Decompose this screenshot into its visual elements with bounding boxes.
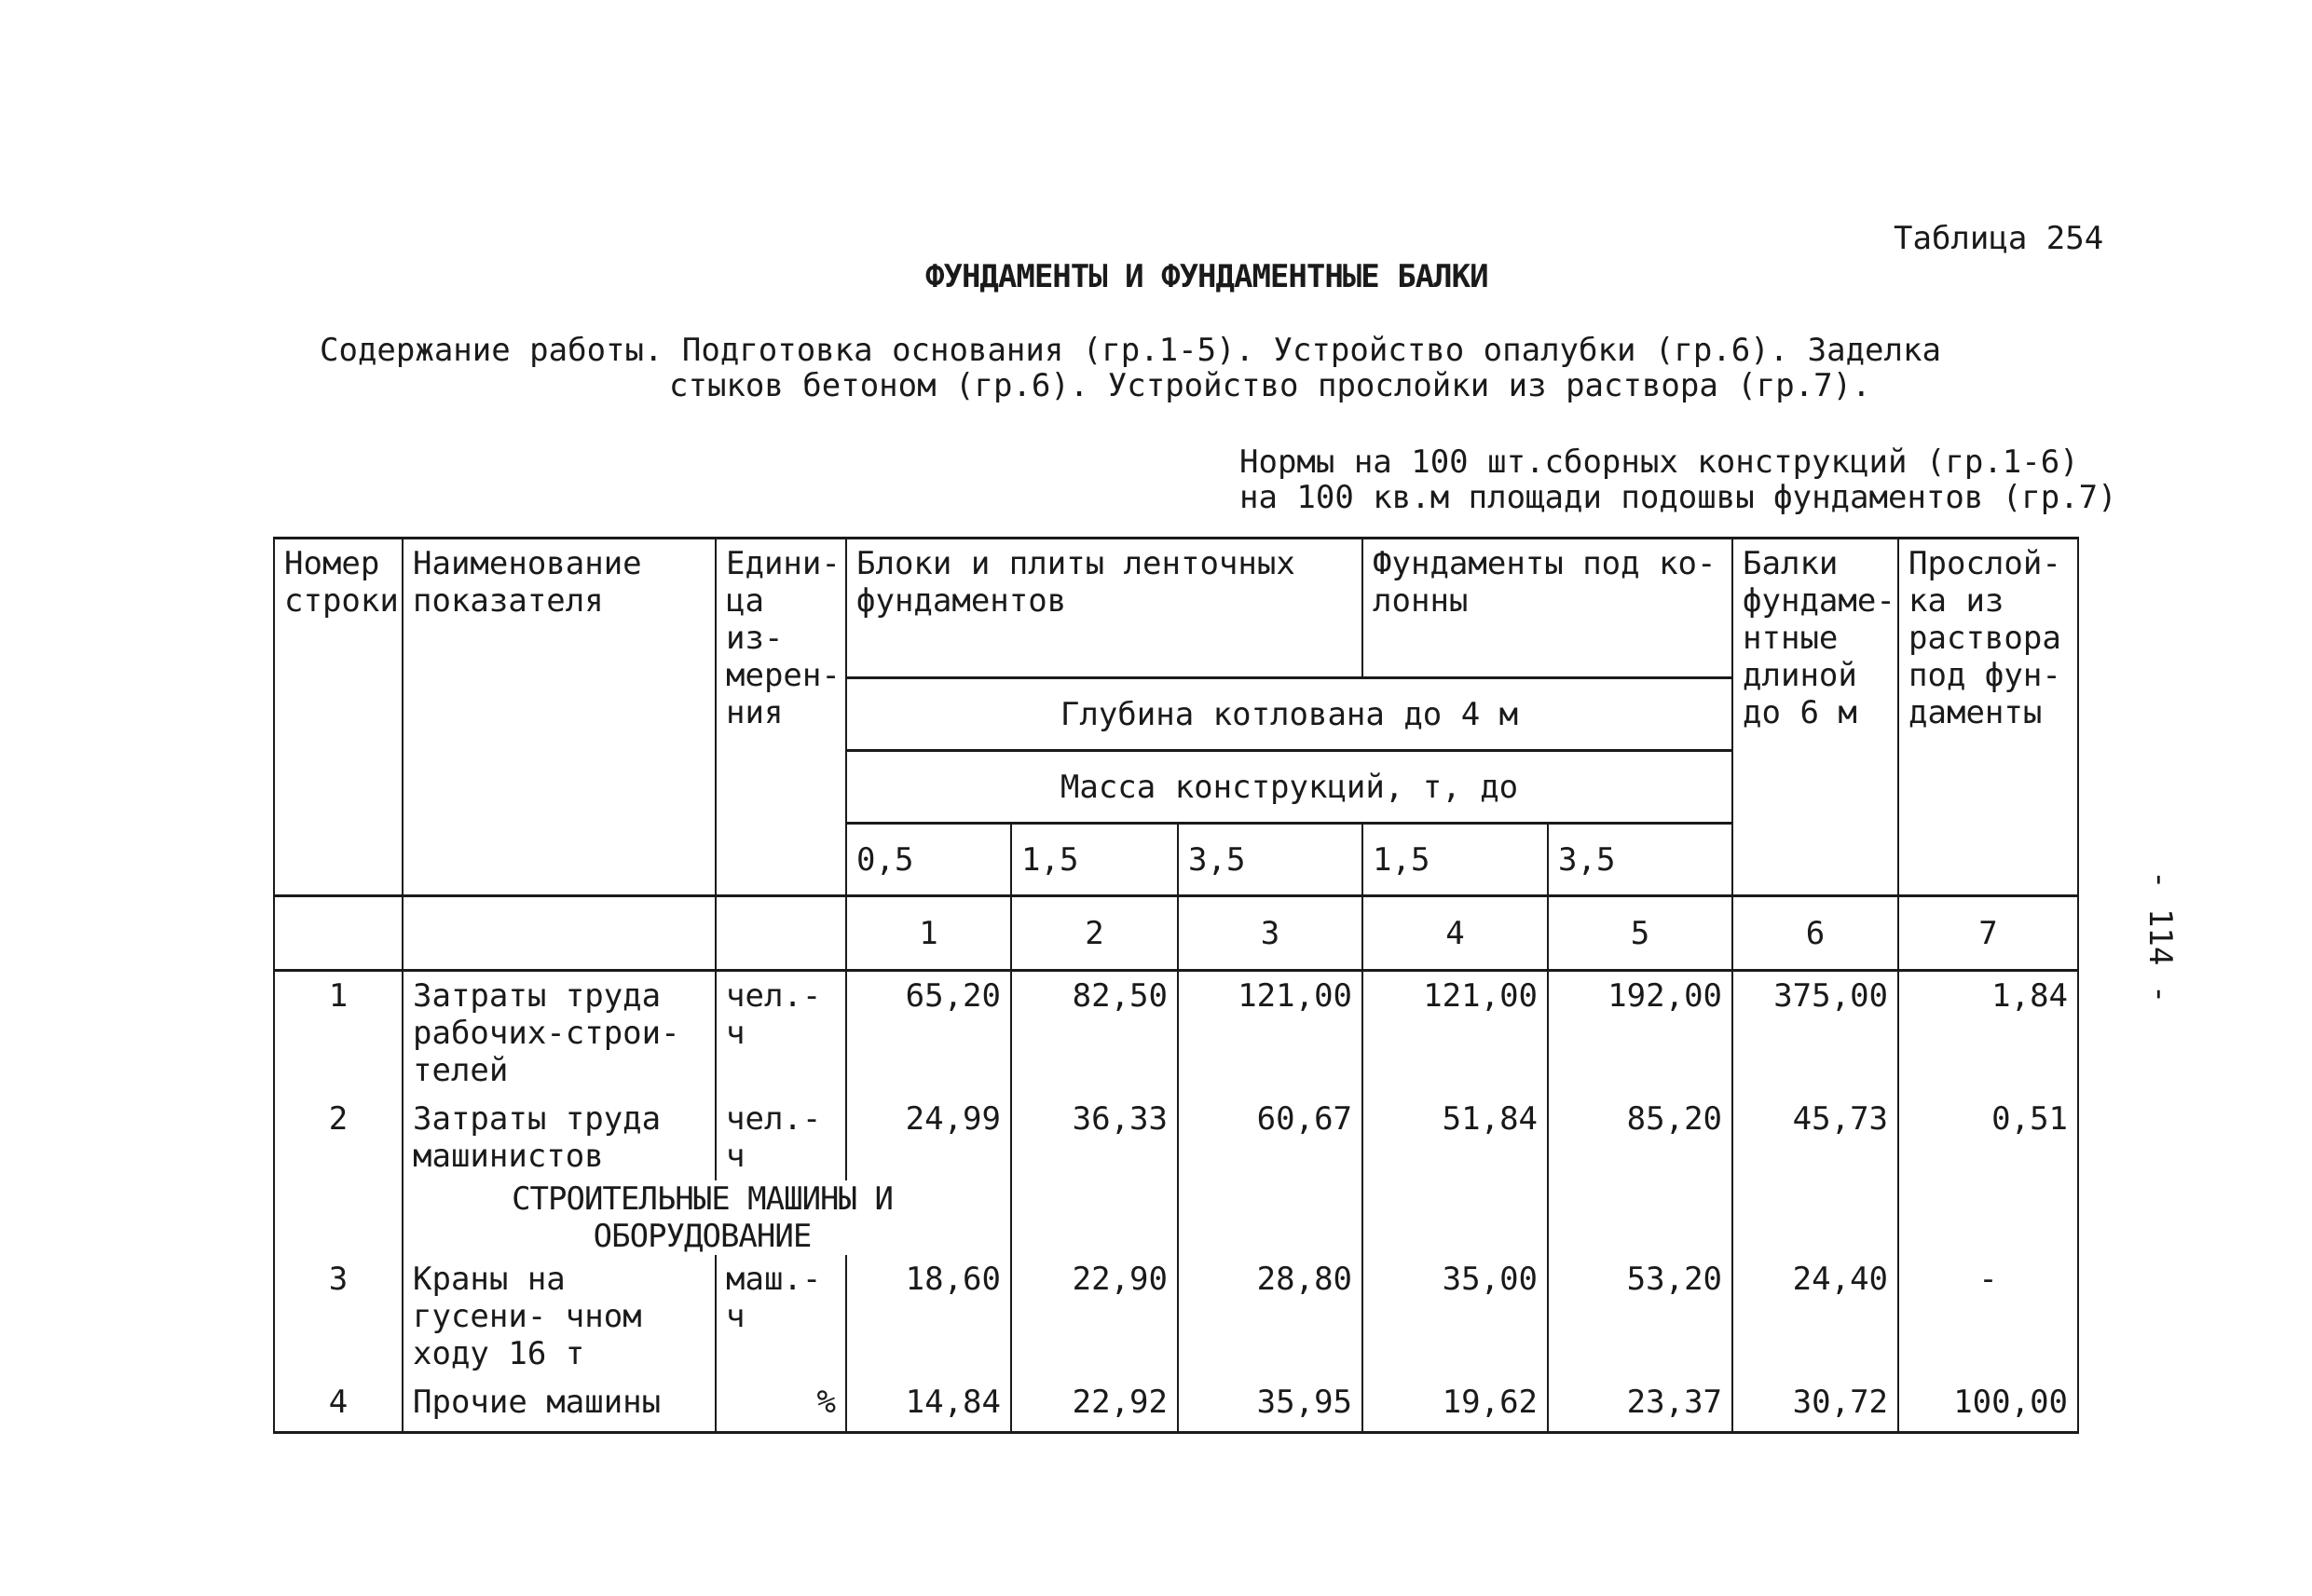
- row-value: 121,00: [1178, 971, 1362, 1096]
- row-value: 24,99: [846, 1095, 1011, 1180]
- row-value: 24,40: [1732, 1255, 1898, 1378]
- row-value: 30,72: [1732, 1378, 1898, 1432]
- row-unit: маш.-ч: [716, 1255, 846, 1378]
- row-number: 1: [274, 971, 403, 1096]
- header-beams: Балки фундаме- нтные длиной до 6 м: [1732, 539, 1898, 896]
- row-name: Затраты труда рабочих-строи- телей: [403, 971, 716, 1096]
- row-value: 0,51: [1898, 1095, 2078, 1180]
- header-foundations: Фундаменты под ко- лонны: [1362, 539, 1732, 678]
- row-value: 60,67: [1178, 1095, 1362, 1180]
- header-layer: Прослой- ка из раствора под фун- даменты: [1898, 539, 2078, 896]
- row-value: 22,92: [1011, 1378, 1178, 1432]
- row-value: 18,60: [846, 1255, 1011, 1378]
- mass-value: 0,5: [846, 824, 1011, 896]
- row-number: 4: [274, 1378, 403, 1432]
- col-number: 3: [1178, 896, 1362, 971]
- row-value: -: [1898, 1255, 2078, 1378]
- col-number: 5: [1548, 896, 1732, 971]
- row-value: 22,90: [1011, 1255, 1178, 1378]
- row-unit: чел.-ч: [716, 971, 846, 1096]
- col-number: 6: [1732, 896, 1898, 971]
- table-row: [274, 1255, 2078, 1378]
- page-number: - 114 -: [2141, 870, 2179, 1004]
- table-row: [274, 1095, 2078, 1180]
- row-value: 36,33: [1011, 1095, 1178, 1180]
- row-value: 35,00: [1362, 1255, 1548, 1378]
- mass-value: 1,5: [1011, 824, 1178, 896]
- row-unit: чел.-ч: [716, 1095, 846, 1180]
- row-unit: %: [716, 1378, 846, 1432]
- row-name: Прочие машины: [403, 1378, 716, 1432]
- col-number: 7: [1898, 896, 2078, 971]
- row-value: 51,84: [1362, 1095, 1548, 1180]
- header-row-no: Номер строки: [274, 539, 403, 896]
- row-name: Краны на гусени- чном ходу 16 т: [403, 1255, 716, 1378]
- row-value: 192,00: [1548, 971, 1732, 1096]
- row-value: 375,00: [1732, 971, 1898, 1096]
- mass-value: 1,5: [1362, 824, 1548, 896]
- row-value: 14,84: [846, 1378, 1011, 1432]
- row-number: 2: [274, 1095, 403, 1180]
- header-indicator: Наименование показателя: [403, 539, 716, 896]
- table-row: [274, 1378, 2078, 1432]
- col-number: 1: [846, 896, 1011, 971]
- row-number: 3: [274, 1255, 403, 1378]
- table-label: Таблица 254: [1894, 220, 2104, 257]
- row-name: Затраты труда машинистов: [403, 1095, 716, 1180]
- header-depth: Глубина котлована до 4 м: [846, 678, 1732, 751]
- row-value: 1,84: [1898, 971, 2078, 1096]
- row-value: 45,73: [1732, 1095, 1898, 1180]
- row-value: 85,20: [1548, 1095, 1732, 1180]
- content-line-2: стыков бетоном (гр.6). Устройство прослойки из раствора (гр.7).: [669, 367, 1871, 404]
- row-value: 65,20: [846, 971, 1011, 1096]
- header-mass: Масса конструкций, т, до: [846, 751, 1732, 824]
- table-row: [274, 971, 2078, 1096]
- header-blocks: Блоки и плиты ленточных фундаментов: [846, 539, 1362, 678]
- content-line-1: Содержание работы. Подготовка основания (гр.1-5). Устройство опалубки (гр.6). Заделка: [320, 332, 1941, 369]
- row-value: 100,00: [1898, 1378, 2078, 1432]
- row-value: 23,37: [1548, 1378, 1732, 1432]
- mass-value: 3,5: [1178, 824, 1362, 896]
- norms-line-1: Нормы на 100 шт.сборных конструкций (гр.1-6): [1239, 443, 2079, 481]
- row-value: 28,80: [1178, 1255, 1362, 1378]
- page-title: ФУНДАМЕНТЫ И ФУНДАМЕНТНЫЕ БАЛКИ: [925, 258, 1488, 295]
- header-unit: Едини- ца из- мерен- ния: [716, 539, 846, 896]
- norms-line-2: на 100 кв.м площади подошвы фундаментов (гр.7): [1239, 479, 2117, 516]
- mass-value: 3,5: [1548, 824, 1732, 896]
- norms-table: [273, 537, 2079, 1434]
- row-value: 121,00: [1362, 971, 1548, 1096]
- col-number: 2: [1011, 896, 1178, 971]
- row-value: 19,62: [1362, 1378, 1548, 1432]
- row-value: 82,50: [1011, 971, 1178, 1096]
- section-title: СТРОИТЕЛЬНЫЕ МАШИНЫ И ОБОРУДОВАНИЕ: [403, 1180, 1011, 1255]
- row-value: 53,20: [1548, 1255, 1732, 1378]
- col-number: 4: [1362, 896, 1548, 971]
- row-value: 35,95: [1178, 1378, 1362, 1432]
